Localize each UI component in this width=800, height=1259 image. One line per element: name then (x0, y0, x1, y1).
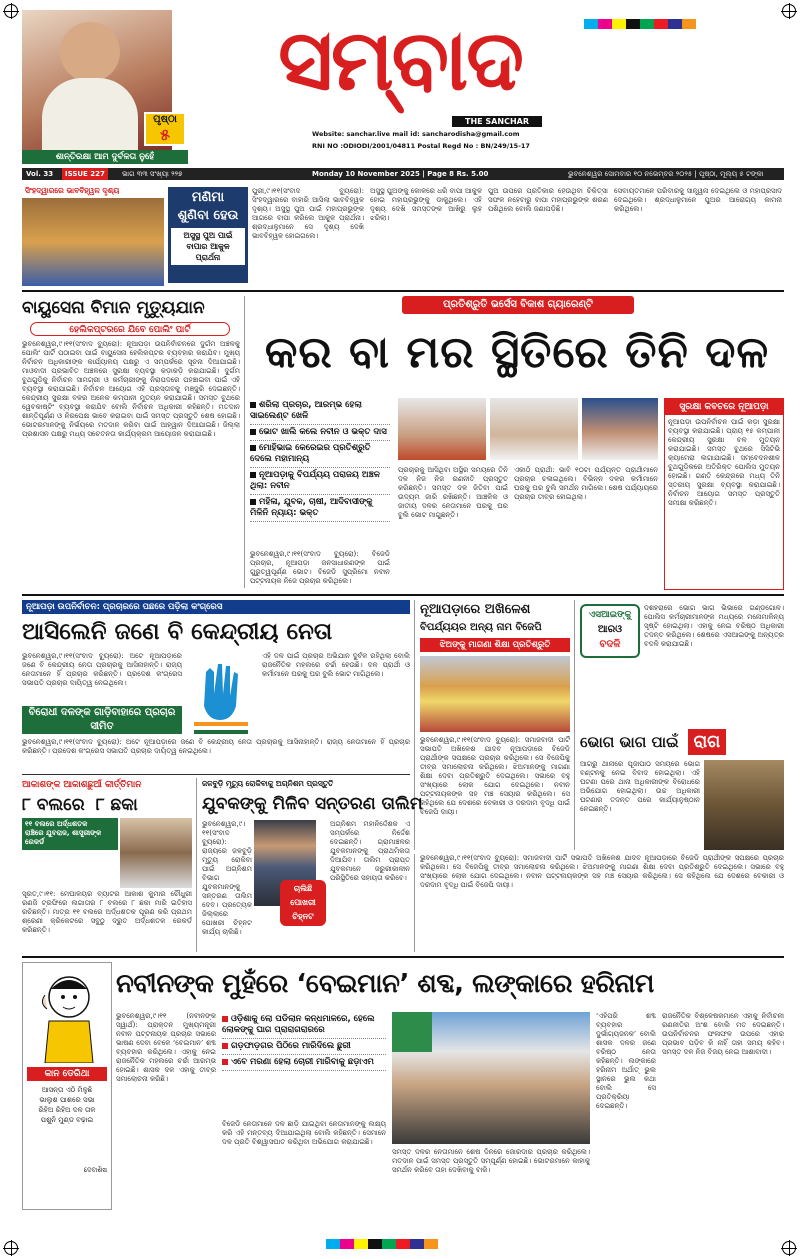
cartoon-credit: ଦେବାଶିଷ (83, 1166, 107, 1174)
lead-tag: ପ୍ରତିଶ୍ରୁତି ଭର୍ସେସ ବିକାଶ ଗ୍ୟାରେଣ୍ଟି (402, 296, 634, 314)
airforce-sub: ହେଲିକପ୍ଟରରେ ଯିବେ ପୋଲିଂ ପାର୍ଟି (30, 322, 230, 336)
registration-mark-right (782, 4, 796, 18)
youth-body: ଭୁବନେଶ୍ୱର,୯।୧୧(ସଂବାଦ ବ୍ୟୁରୋ): ରାଜ୍ୟରେ ଜଳବୁଡ଼ି ମୃତ୍ୟୁ ରୋକିବା ପାଇଁ ଅଗ୍ନିଶମ ବିଭାଗ ଯୁବକମାନଙ୍କୁ ସନ୍ତରଣ ତାଲିମ ଦେବ। ପ୍ରତ୍ୟେକ ଜିଲ୍ଲାରେ ପୋଖରୀ ଚିହ୍ନଟ କାର୍ଯ୍ୟ ଚାଲିଛି। (202, 820, 252, 936)
lead-bullet: ମୋହିଭାଇ କେରେଇର ପ୍ରତିଶ୍ରୁତି ଦେଲେ ମହାମାନ୍ୟ (250, 441, 390, 468)
bottom-photo (392, 1012, 590, 1144)
bottom-body-a: ଭୁବନେଶ୍ୱର,୯।୧୧ (ନବୀନଙ୍କ ସ୍ୱାର୍ଥ): ପ୍ରାକ୍ତନ ମୁଖ୍ୟମନ୍ତ୍ରୀ ନବୀନ ପଟ୍ଟନାୟକ ପ୍ରଚାର ସଭାରେ ଭାଷଣ ଦେବା ବେଳେ ‘ବେଇମାନ’ ଶବ୍ଦ ବ୍ୟବହାର କରିଥିଲେ। ଏହାକୁ ନେଇ ରାଜନୈତିକ ମହଲରେ ଚର୍ଚ୍ଚା ଆରମ୍ଭ ହୋଇଛି। ଶାସକ ଦଳ ଏହାକୁ ତୀବ୍ର ସମାଲୋଚନା କରିଛି। (116, 1012, 216, 1083)
congress-body: ଭୁବନେଶ୍ୱର,୯।୧୧(ସଂବାଦ ବ୍ୟୁରୋ): ଅଟେ ନୂଆପଡ଼ାରେ ଜଣେ ବି କେନ୍ଦ୍ରୀୟ ନେତା ପ୍ରଚାରକୁ ଆସିନାହାନ୍ତି। ରାଜ୍ୟ ନେତାମାନେ ହିଁ ପ୍ରଚାର କରିଛନ୍ତି। ପ୍ରଦେଶ କଂଗ୍ରେସ ସଭାପତି ପ୍ରଚାର ଦାୟିତ୍ୱ ନେଇଥିଲେ। (22, 652, 182, 687)
lead-sidebar-head: ସୁରକ୍ଷା କବଚରେ ନୂଆପଡ଼ା (665, 399, 783, 415)
bottom-bullet: ଓଡ଼ିଶାକୁ ଲୋ ପଡିଲାନ କନ୍ଧମାଳରେ, ହେଲେ ଲୋକଙ୍କୁ ଘାଗ ପ୍ରାରାଗରାରରେ (222, 1012, 386, 1039)
temple-body-1: ପୁରୀ,୯।୧୧(ସଂବାଦ ବ୍ୟୁରୋ): ସିଂହଦ୍ୱାରରେ ବାହାରି ଆସିଲା ଭାବବିହ୍ୱଳ ଦୃଶ୍ୟ। ଅସୁସ୍ଥ ପୁଅ ପାଇଁ ମହାପ୍ରଭୁଙ୍କ ଆଗରେ ବାପା କରିଲେ ଆକୁଳ ପ୍ରାର୍ଥନା। ଶ୍ରଦ୍ଧାଳୁମାନେ ସେ ଦୃଶ୍ୟ ଦେଖି ଭାବବିହ୍ୱଳ ହୋଇଗଲେ। (252, 187, 364, 240)
si-tag (580, 604, 640, 658)
youth-tag-a: ଚାଲିଛି (293, 884, 313, 893)
akash-sub-a: ୮ ବଲରେ (22, 795, 85, 815)
akhilesh-headline: ନୂଆପଡ଼ାରେ ଅଖିଳେଶ (420, 602, 531, 617)
registration-mark-bottom-right (782, 1241, 796, 1255)
congress-kicker: ନୂଆପଡ଼ା ଉପନିର୍ବାଚନ: ପ୍ରଚାରରେ ପଛରେ ପଡ଼ିଲା କଂଗ୍ରେସ (22, 600, 410, 614)
cartoon-text-2: ଭାଲୁଶ ପାଶରେ ସଭା (39, 1096, 95, 1104)
youth-kicker: ଜଳବୁଡ଼ି ମୃତ୍ୟୁ ରୋକିବାକୁ ଅଗ୍ନିଶମ ପ୍ରସ୍ତୁତି (202, 779, 334, 788)
temple-photo (22, 198, 164, 286)
rule-top (22, 290, 784, 292)
temple-headline-2: ଶୁଣିବା ହେଉ (177, 208, 239, 223)
cartoon-text-4: ପଶୁନି ମୁଣ୍ଡ ବଢ଼ାଇ (40, 1116, 94, 1124)
lead-photo-3 (582, 398, 658, 460)
masthead-website: Website: sanchar.live mail id: sancharodisha@gmail.com (312, 130, 520, 138)
congress-hand-icon (186, 654, 256, 734)
masthead-subtitle: THE SANCHAR (452, 116, 542, 127)
si-headline (580, 728, 784, 756)
akhilesh-body-cont: ଭୁବନେଶ୍ୱର,୯।୧୧(ସଂବାଦ ବ୍ୟୁରୋ): ସମାଜବାଦୀ ପାର୍ଟି ସଭାପତି ଅଖିଳେଶ ଯାଦବ ନୂଆପଡ଼ାରେ ବିଜେଡି ପ୍ରାର୍ଥୀଙ୍କ ସପକ୍ଷରେ ପ୍ରଚାର କରିଥିଲେ। ସେ ବିଜେପିକୁ ତୀବ୍ର ସମାଲୋଚନା କରିଥିଲେ। ଝିଅମାନଙ୍କୁ ମାଗଣା ଶିକ୍ଷା ଦେବା ପ୍ରତିଶ୍ରୁତି ଦେଇଥିଲେ। ସଭାରେ ବହୁ ସଂଖ୍ୟାରେ ଲୋକ ଯୋଗ ଦେଇଥିଲେ। ନବୀନ ପଟ୍ଟନାୟକଙ୍କ ସହ ମଞ୍ଚ ସେୟାର କରିଥିଲେ। ସେ କହିଥିଲେ ଯେ ଦେଶରେ ବେକାରୀ ଓ ଦରଦାମ ବୃଦ୍ଧି ପାଇଁ ବିଜେପି ଦାୟୀ। (420, 854, 784, 889)
bottom-bullets (222, 1012, 386, 1116)
temple-kicker: ସିଂହଦ୍ୱାରରେ ଭାବବିହ୍ୱଳ ଦୃଶ୍ୟ (22, 185, 164, 197)
temple-headline-1: ମଣିମା (191, 190, 225, 205)
rule-col-4 (196, 778, 197, 952)
youth-tag (280, 880, 326, 926)
issue-odia-date: ଭୁବନେଶ୍ୱର ସୋମବାର ୧୦ ନଭେମ୍ବର ୨୦୨୫ | ପୃଷ୍ଠା, ମୂଲ୍ୟ ୫ ଟଙ୍କା (568, 170, 764, 178)
akash-bullet: ୧୧ ବଲରେ ଅର୍ଦ୍ଧଶତକ (25, 820, 88, 828)
si-headline-b: ରାଗ (688, 729, 727, 755)
akash-sub-b: ୮ ଛକା (95, 795, 138, 815)
rule-bottom (22, 956, 784, 958)
rule-col-3 (574, 600, 575, 850)
youth-tag-c: ଚିହ୍ନଟ (292, 912, 314, 921)
youth-tag-b: ପୋଖରୀ (290, 898, 316, 907)
akash-body: ସୂରତ,୯।୧୧: ମେଘାଳୟର ବ୍ୟାଟର ଆକାଶ କୁମାର ଚୌଧୁରୀ ରଣଜି ଟ୍ରଫିରେ ଲଗାତାର ୮ ବଲରେ ୮ ଛକା ମାରି ଇତିହାସ ରଚିଛନ୍ତି। ମାତ୍ର ୧୧ ବଲରେ ଅର୍ଦ୍ଧଶତକ ପୂରଣ କରି ପ୍ରଥମ ଶ୍ରେଣୀ କ୍ରିକେଟରେ ସବୁଠୁ ଦ୍ରୁତ ଅର୍ଦ୍ଧଶତକ ରେକର୍ଡ କରିଛନ୍ତି। (22, 890, 192, 934)
promo-page-label: ପୃଷ୍ଠା (153, 114, 177, 125)
akash-bullet: ରାଞ୍ଚିରେ ଯୁବରାଜ, ଶାସ୍ତ୍ରୀଙ୍କ ରେକର୍ଡ (25, 829, 102, 846)
congress-box: ବିରୋଧୀ ଦଳଙ୍କ ଗାଡ଼ିବାହାରେ ପ୍ରଚାର ସୀମିତ (22, 706, 182, 734)
cartoon-text-1: ଆସନ୍ତା ଏଠି ମିଳୁଛି (41, 1086, 93, 1094)
airforce-body: ଭୁବନେଶ୍ୱର,୯।୧୧(ସଂବାଦ ବ୍ୟୁରୋ): ନୂଆପଡ଼ା ଉପନିର୍ବାଚନରେ ଦୁର୍ଗମ ଅଞ୍ଚଳକୁ ପୋଲିଂ ପାର୍ଟି ପଠାଇବା ପାଇଁ ବାୟୁସେନା ହେଲିକପ୍ଟର ବ୍ୟବହାର କରାଯିବ। ମୁଖ୍ୟ ନିର୍ବାଚନ ଅଧିକାରୀଙ୍କ କାର୍ଯ୍ୟାଳୟ ପକ୍ଷରୁ ଏ ସମ୍ପର୍କରେ ସୂଚନା ଦିଆଯାଇଛି। ମାଓବାଦୀ ପ୍ରଭାବିତ ଅଞ୍ଚଳରେ ସୁରକ୍ଷା ବ୍ୟବସ୍ଥା କଡ଼ାକଡ଼ି କରାଯାଇଛି। ଦୁର୍ଗମ ବୁଥଗୁଡ଼ିକୁ ନିର୍ବାଚନ ସାମଗ୍ରୀ ଓ କର୍ମଚାରୀଙ୍କୁ ନିରାପଦରେ ପହଞ୍ଚାଇବା ପାଇଁ ଏହି ବ୍ୟବସ୍ଥା କରାଯାଇଛି। ନିର୍ବାଚନ ଆୟୋଗ ଏହି ପ୍ରସ୍ତାବକୁ ମଞ୍ଜୁରି ଦେଇଛନ୍ତି। କେନ୍ଦ୍ରୀୟ ସୁରକ୍ଷା ବଳର ଅନେକ କମ୍ପାନୀ ମୁତୟନ କରାଯାଇଛି। ସମସ୍ତ ବୁଥରେ ୱେବକାଷ୍ଟିଂ ବ୍ୟବସ୍ଥା କରାଯିବ ବୋଲି ନିର୍ବାଚନ ଅଧିକାରୀ କହିଛନ୍ତି। ମତଦାନ ଶାନ୍ତିପୂର୍ଣ୍ଣ ଓ ନିରପେକ୍ଷ ଭାବେ କରାଇବା ପାଇଁ ସମସ୍ତ ପ୍ରସ୍ତୁତି ଶେଷ ହୋଇଛି। ଭୋଟରମାନଙ୍କୁ ନିର୍ଭୟରେ ମତଦାନ କରିବା ପାଇଁ ଆହ୍ୱାନ ଦିଆଯାଇଛି। ଜିଲ୍ଲା ପ୍ରଶାସନ ପକ୍ଷରୁ ମଧ୍ୟ ସଚେତନତା କାର୍ଯ୍ୟକ୍ରମ ଆୟୋଜନ କରାଯାଇଛି। (22, 340, 240, 438)
cartoon (22, 962, 112, 1210)
issue-date: Monday 10 November 2025 | Page 8 Rs. 5.00 (312, 170, 489, 178)
akash-sub (22, 794, 192, 816)
rule-col-1 (244, 296, 245, 588)
congress-body-2: ଏହି ଦଳ ପାଇଁ ପ୍ରଚାର ଅଭିଯାନ ଦୁର୍ବଳ ରହିଥିଲା ବୋଲି ରାଜନୈତିକ ମହଲରେ ଚର୍ଚ୍ଚା ହେଉଛି। ଦଳ ପ୍ରାର୍ଥୀ ଓ କର୍ମୀମାନେ ଘରକୁ ଘର ବୁଲି ଭୋଟ ମାଗିଥିଲେ। (262, 652, 410, 678)
cartoon-drawing (23, 963, 111, 1063)
temple-headline-box (168, 187, 248, 283)
masthead-title: ସମ୍ବାଦ (278, 11, 522, 109)
akhilesh-body: ଭୁବନେଶ୍ୱର,୯।୧୧(ସଂବାଦ ବ୍ୟୁରୋ): ସମାଜବାଦୀ ପାର୍ଟି ସଭାପତି ଅଖିଳେଶ ଯାଦବ ନୂଆପଡ଼ାରେ ବିଜେଡି ପ୍ରାର୍ଥୀଙ୍କ ସପକ୍ଷରେ ପ୍ରଚାର କରିଥିଲେ। ସେ ବିଜେପିକୁ ତୀବ୍ର ସମାଲୋଚନା କରିଥିଲେ। ଝିଅମାନଙ୍କୁ ମାଗଣା ଶିକ୍ଷା ଦେବା ପ୍ରତିଶ୍ରୁତି ଦେଇଥିଲେ। ସଭାରେ ବହୁ ସଂଖ୍ୟାରେ ଲୋକ ଯୋଗ ଦେଇଥିଲେ। ନବୀନ ପଟ୍ଟନାୟକଙ୍କ ସହ ମଞ୍ଚ ସେୟାର କରିଥିଲେ। ସେ କହିଥିଲେ ଯେ ଦେଶରେ ବେକାରୀ ଓ ଦରଦାମ ବୃଦ୍ଧି ପାଇଁ ବିଜେପି ଦାୟୀ। (420, 736, 570, 816)
akhilesh-photo (420, 656, 570, 732)
congress-body-3: ଭୁବନେଶ୍ୱର,୯।୧୧(ସଂବାଦ ବ୍ୟୁରୋ): ଅଟେ ନୂଆପଡ଼ାରେ ଜଣେ ବି କେନ୍ଦ୍ରୀୟ ନେତା ପ୍ରଚାରକୁ ଆସିନାହାନ୍ତି। ରାଜ୍ୟ ନେତାମାନେ ହିଁ ପ୍ରଚାର କରିଛନ୍ତି। ପ୍ରଦେଶ କଂଗ୍ରେସ ସଭାପତି ପ୍ରଚାର ଦାୟିତ୍ୱ ନେଇଥିଲେ। (22, 738, 410, 755)
cartoon-text-3: ରିହିଅ ରିହିଅ ଦଳ ତାଳ (38, 1106, 96, 1114)
color-bar (584, 14, 784, 24)
akash-bullets (22, 818, 118, 850)
lead-body-right: ଏକାଠି ପ୍ରାର୍ଥୀ: ଭାବି ୧୦ଟା ପର୍ଯ୍ୟନ୍ତ ପ୍ରାର୍ଥୀମାନେ ପ୍ରଚାର ଚଳାଇଥିଲେ। ବିଭିନ୍ନ ଦଳର କର୍ମୀମାନେ ଘରକୁ ଘର ବୁଲି ସମର୍ଥନ ମାଗିଲେ। ଶେଷ ପର୍ଯ୍ୟାୟରେ ପ୍ରଚାର ତୀବ୍ର ହୋଇଥିଲା। (514, 466, 658, 501)
bottom-body-b: ବିଜେଡି ନେତାମାନେ ଦଳ ଛାଡ଼ି ଯାଇଥିବା ନେତାମାନଙ୍କୁ ଲକ୍ଷ୍ୟ କରି ଏହି ମନ୍ତବ୍ୟ ଦିଆଯାଇଥିଲା ବୋଲି କହିଛନ୍ତି। ସେମାନେ ଦଳ ପ୍ରତି ବିଶ୍ୱାସଘାତ କରିଥିବା ଅଭିଯୋଗ କରାଯାଇଛି। (222, 1120, 386, 1146)
temple-body-3: ପୁଅ ଉପରେ ପ୍ରତିକାର ହେଉଥିବା ଚିକିତ୍ସା ସଫଳ ନହେବାରୁ ବାପା ମହାପ୍ରଭୁଙ୍କ ଶରଣ ପଶିଥିଲେ ବୋଲି ଜଣାପଡ଼ିଛି। (488, 187, 608, 213)
congress-headline: ଆସିଲେନି ଜଣେ ବି କେନ୍ଦ୍ରୀୟ ନେତା (22, 619, 333, 645)
lead-bullet: ଶରିଲା ପ୍ରଚାର, ଆରମ୍ଭ ହେଲା ସାଇଲେଣ୍ଟ ଖେଳି (250, 398, 390, 425)
bottom-bullet: ଏବେ ମରଣା ହେଲା ଚୋରୀ ମାରିବାକୁ ଛଡ଼ାଏମ (222, 1055, 386, 1071)
temple-body-4: ସେବାୟତମାନେ ପରିବାରକୁ ସାନ୍ତ୍ୱନା ଦେଇଥିଲେ ଓ ମହାପ୍ରସାଦ ଦେଇଥିଲେ। ଶ୍ରଦ୍ଧାଳୁମାନେ ପୁଅର ଆରୋଗ୍ୟ କାମନା କରିଥିଲେ। (614, 187, 782, 213)
si-tag-1: ଏସଆଇଙ୍କୁ (588, 610, 632, 620)
youth-body-2: ଅଗ୍ନିଶମ ମହାନିର୍ଦ୍ଦେଶକ ଏ ସମ୍ପର୍କରେ ନିର୍ଦ୍ଦେଶ ଦେଇଛନ୍ତି। ଗ୍ରାମାଞ୍ଚଳର ଯୁବକମାନଙ୍କୁ ପ୍ରାଥମିକତା ଦିଆଯିବ। ତାଲିମ ପ୍ରାପ୍ତ ଯୁବକମାନେ ଜରୁରୀକାଳୀନ ପରିସ୍ଥିତିରେ ସହାୟତା କରିବେ। (330, 820, 410, 882)
bottom-body-d: ‘ଏହିପରି ଶବ୍ଦ ବ୍ୟବହାର ଦୁର୍ଭାଗ୍ୟଜନକ’ ବୋଲି ଶାସକ ଦଳର ଜଣେ ବରିଷ୍ଠ ନେତା କହିଛନ୍ତି। ଲଙ୍କାରେ ହରିନାମ ଅର୍ଥାତ୍ ଭୁଲ ସ୍ଥାନରେ ଭୁଲ କଥା ବୋଲି ସେ ପ୍ରତିକ୍ରିୟା ଦେଇଛନ୍ତି। (596, 1012, 656, 1110)
lead-body-mid: ପ୍ରଚାରକୁ ଆସିଥିବା ଅସ୍ଥିର ସମୟରେ ତିନି ଦଳ ନିଜ ନିଜ ରଣନୀତି ପ୍ରସ୍ତୁତ କରିଛନ୍ତି। ସମସ୍ତ ଦଳ ଜିତିବା ପାଇଁ ଉଦ୍ୟମ ଜାରି ରଖିଛନ୍ତି। ଆଞ୍ଚଳିକ ଓ ଜାତୀୟ ଦଳର ନେତାମାନେ ଘରକୁ ଘର ବୁଲି ଭୋଟ ମାଗୁଛନ୍ତି। (398, 466, 508, 519)
color-bar-bottom (326, 1234, 474, 1244)
issue-odia: ଭାଗ ୩୩ ସଂଖ୍ୟା ୨୨୭ (122, 170, 183, 178)
si-photo (704, 760, 784, 850)
temple-sub: ଅସୁସ୍ଥ ପୁଅ ପାଇଁ ବାପାର ଆକୁଳ ପ୍ରାର୍ଥନା (171, 228, 245, 265)
si-headline-a: ଭୋଗ ଭାଗ ପାଇଁ (580, 733, 679, 751)
lead-bullet: ମହିଳା, ଯୁବକ, ଚାଷୀ, ଆଦିବାସୀଙ୍କୁ ମିଳିନି ନ୍ୟାୟ: ଭକ୍ତ (250, 495, 390, 522)
masthead-rni: RNI NO :ODIODI/2001/04811 Postal Regd No : BN/249/15-17 (312, 142, 530, 150)
lead-bullets (250, 398, 390, 546)
si-tag-2: ଆରଓ (597, 624, 623, 635)
akash-photo (120, 818, 192, 888)
registration-mark-bottom-left (4, 1241, 18, 1255)
airforce-headline: ବାୟୁସେନା ବିମାନ ମୃତ୍ୟୁଯାନ (22, 298, 205, 318)
bottom-bullet: ଗଡ଼ଫାଡ଼ଗର ପିଠିରେ ମାରିଦିଲେ ଛୁରୀ (222, 1039, 386, 1055)
akash-headline: ଆକାଶଙ୍କ ଆକାଶଛୁଆଁ କୀର୍ତ୍ତିମାନ (22, 780, 142, 790)
promo-page-num: ୫ (160, 125, 170, 144)
issue-vol: Vol. 33 (26, 170, 54, 178)
lead-body-left: ଭୁବନେଶ୍ୱର,୯।୧୧(ସଂବାଦ ବ୍ୟୁରୋ): ବିଜେଡି ପ୍ରଚାର, ନୂଆପଡ଼ା ଜନସାଧାରଣଙ୍କ ପାଇଁ ଗୁରୁତ୍ୱପୂର୍ଣ୍ଣ ଭୋଟ। ବିଜେଡି ସୁପ୍ରିମୋ ନବୀନ ପଟ୍ଟନାୟକ ନିଜେ ପ୍ରଚାର କରିଥିଲେ। (250, 550, 390, 585)
bottom-body-c: ସମସ୍ତ ଦଳର ନେତାମାନେ ଶେଷ ଦିନରେ ଜୋରଦାର ପ୍ରଚାର କରିଥିଲେ। ମତଦାନ ପାଇଁ ସମସ୍ତ ପ୍ରସ୍ତୁତି ସମ୍ପୂର୍ଣ୍ଣ ହୋଇଛି। ଭୋଟରମାନେ କାହାକୁ ସମର୍ଥନ କରିବେ ତାହା ଦେଖିବାକୁ ବାକି। (392, 1148, 590, 1174)
rule-mid-1 (22, 594, 784, 596)
si-tag-3: ବଦଳି (599, 639, 621, 650)
promo-page-badge (144, 112, 186, 146)
issue-number: ISSUE 227 (62, 168, 108, 180)
lead-sidebar (664, 398, 784, 590)
lead-bullet: ଭୋଟ ଖାଲି କଲେ ନବୀନ ଓ ଭକ୍ତ ଦାସ (250, 425, 390, 441)
bottom-body-e: ରାଜନୈତିକ ବିଶ୍ଳେଷକମାନେ ଏହାକୁ ନିର୍ବାଚନୀ ରଣନୀତିର ଅଂଶ ବୋଲି ମତ ଦେଇଛନ୍ତି। ଉପନିର୍ବାଚନର ଫଳାଫଳ ଉପରେ ଏହାର ପ୍ରଭାବ ପଡ଼ିବ କି ନାହିଁ ତାହା ସମୟ କହିବ। ସମସ୍ତ ଦଳ ନିଜ ବିଜୟ ନେଇ ଆଶାବାଦୀ। (662, 1012, 784, 1056)
cartoon-title: କାନ ଡେରିଥା (27, 1067, 107, 1081)
lead-photo-1 (398, 398, 486, 460)
rule-col-5 (414, 854, 415, 952)
akhilesh-sub: ବିପର୍ଯ୍ୟୟର ଅନ୍ୟ ନାମ ବିଜେପି (420, 622, 542, 633)
lead-sidebar-body: ନୂଆପଡ଼ା ଉପନିର୍ବାଚନ ପାଇଁ କଡ଼ା ସୁରକ୍ଷା ବ୍ୟବସ୍ଥା କରାଯାଇଛି। ପ୍ରାୟ ୧୫ କମ୍ପାନୀ କେନ୍ଦ୍ରୀୟ ସୁରକ୍ଷା ବଳ ମୁତୟନ କରାଯାଇଛି। ସମସ୍ତ ବୁଥରେ ସିସିଟିଭି କ୍ୟାମେରା ଲଗାଯାଇଛି। ସମ୍ବେଦନଶୀଳ ବୁଥଗୁଡ଼ିକରେ ଅତିରିକ୍ତ ପୋଲିସ ମୁତୟନ ହୋଇଛି। ଗଣତି କେନ୍ଦ୍ରରେ ମଧ୍ୟ ତିନି ସ୍ତରୀୟ ସୁରକ୍ଷା ବ୍ୟବସ୍ଥା କରାଯାଇଛି। ନିର୍ବାଚନ ଆୟୋଗ ସମସ୍ତ ପ୍ରସ୍ତୁତି ସମୀକ୍ଷା କରିଛନ୍ତି। (668, 418, 780, 507)
lead-bullet: ନୂଆପଡ଼ାକୁ ବିପର୍ଯ୍ୟୟ ପରାଜୟ ଅଞ୍ଚଳ ଥିଲା: ନବୀନ (250, 468, 390, 495)
promo-caption: ଶାନ୍ତିରକ୍ଷା ଆମ ଦୁର୍ବଳତା ନୁହେଁ (22, 150, 188, 164)
lead-photo-2 (490, 398, 578, 460)
bottom-headline: ନବୀନଙ୍କ ମୁହଁରେ ‘ବେଇମାନ’ ଶବ୍ଦ, ଲଙ୍କାରେ ହରିନାମ (116, 969, 654, 999)
youth-headline: ଯୁବକଙ୍କୁ ମିଳିବ ସନ୍ତରଣ ତାଲିମ (202, 794, 423, 814)
lead-headline: କର ବା ମର ସ୍ଥିତିରେ ତିନି ଦଳ (264, 327, 770, 378)
temple-body-2: ଅସୁସ୍ଥ ପୁଅଙ୍କୁ କୋଳରେ ଧରି ବାପା ଆକୁଳ ହୋଇ ମହାପ୍ରଭୁଙ୍କୁ ଡାକୁଥିଲେ। ଏହି ଦୃଶ୍ୟ ଦେଖି ସମସ୍ତଙ୍କ ଆଖିରୁ ଲୁହ ଝରିଲା। (370, 187, 482, 222)
rule-mid-2 (22, 774, 410, 775)
si-body-2: ଆଗରୁ ଥାନାରେ ପୂଜାପାଠ ସମୟରେ ଭୋଗ ବଣ୍ଟନକୁ ନେଇ ବିବାଦ ହୋଇଥିଲା। ଏହି ଘଟଣା ପରେ ଥାନା ଅଧିକାରୀଙ୍କ ବିରୋଧରେ ଅଭିଯୋଗ ହୋଇଥିଲା। ଉଚ୍ଚ ଅଧିକାରୀ ଘଟଣାର ତଦନ୍ତ ପରେ କାର୍ଯ୍ୟାନୁଷ୍ଠାନ ନେଇଛନ୍ତି। (580, 760, 700, 813)
issue-bar (22, 168, 784, 180)
registration-mark-left (4, 4, 18, 18)
akhilesh-box: ଝିଅଙ୍କୁ ମାଗଣା ଶିକ୍ଷା ପ୍ରତିଶ୍ରୁତି (420, 638, 570, 652)
si-body: ଦଶହରାରେ ଭୋଗ ଭାଗ ଭିଭାରେ ଗଣ୍ଡଗୋଳ। ପୋଲିସ କର୍ମଚାରୀମାନଙ୍କ ମଧ୍ୟରେ ମନୋମାଳିନ୍ୟ ସୃଷ୍ଟି ହୋଇଥିଲା। ଏହାକୁ ନେଇ ବରିଷ୍ଠ ଅଧିକାରୀ ତଦନ୍ତ କରିଥିଲେ। ଶେଷରେ ଏସଆଇଙ୍କୁ ଅନ୍ୟତ୍ର ବଦଳି କରାଯାଇଛି। (644, 604, 784, 648)
